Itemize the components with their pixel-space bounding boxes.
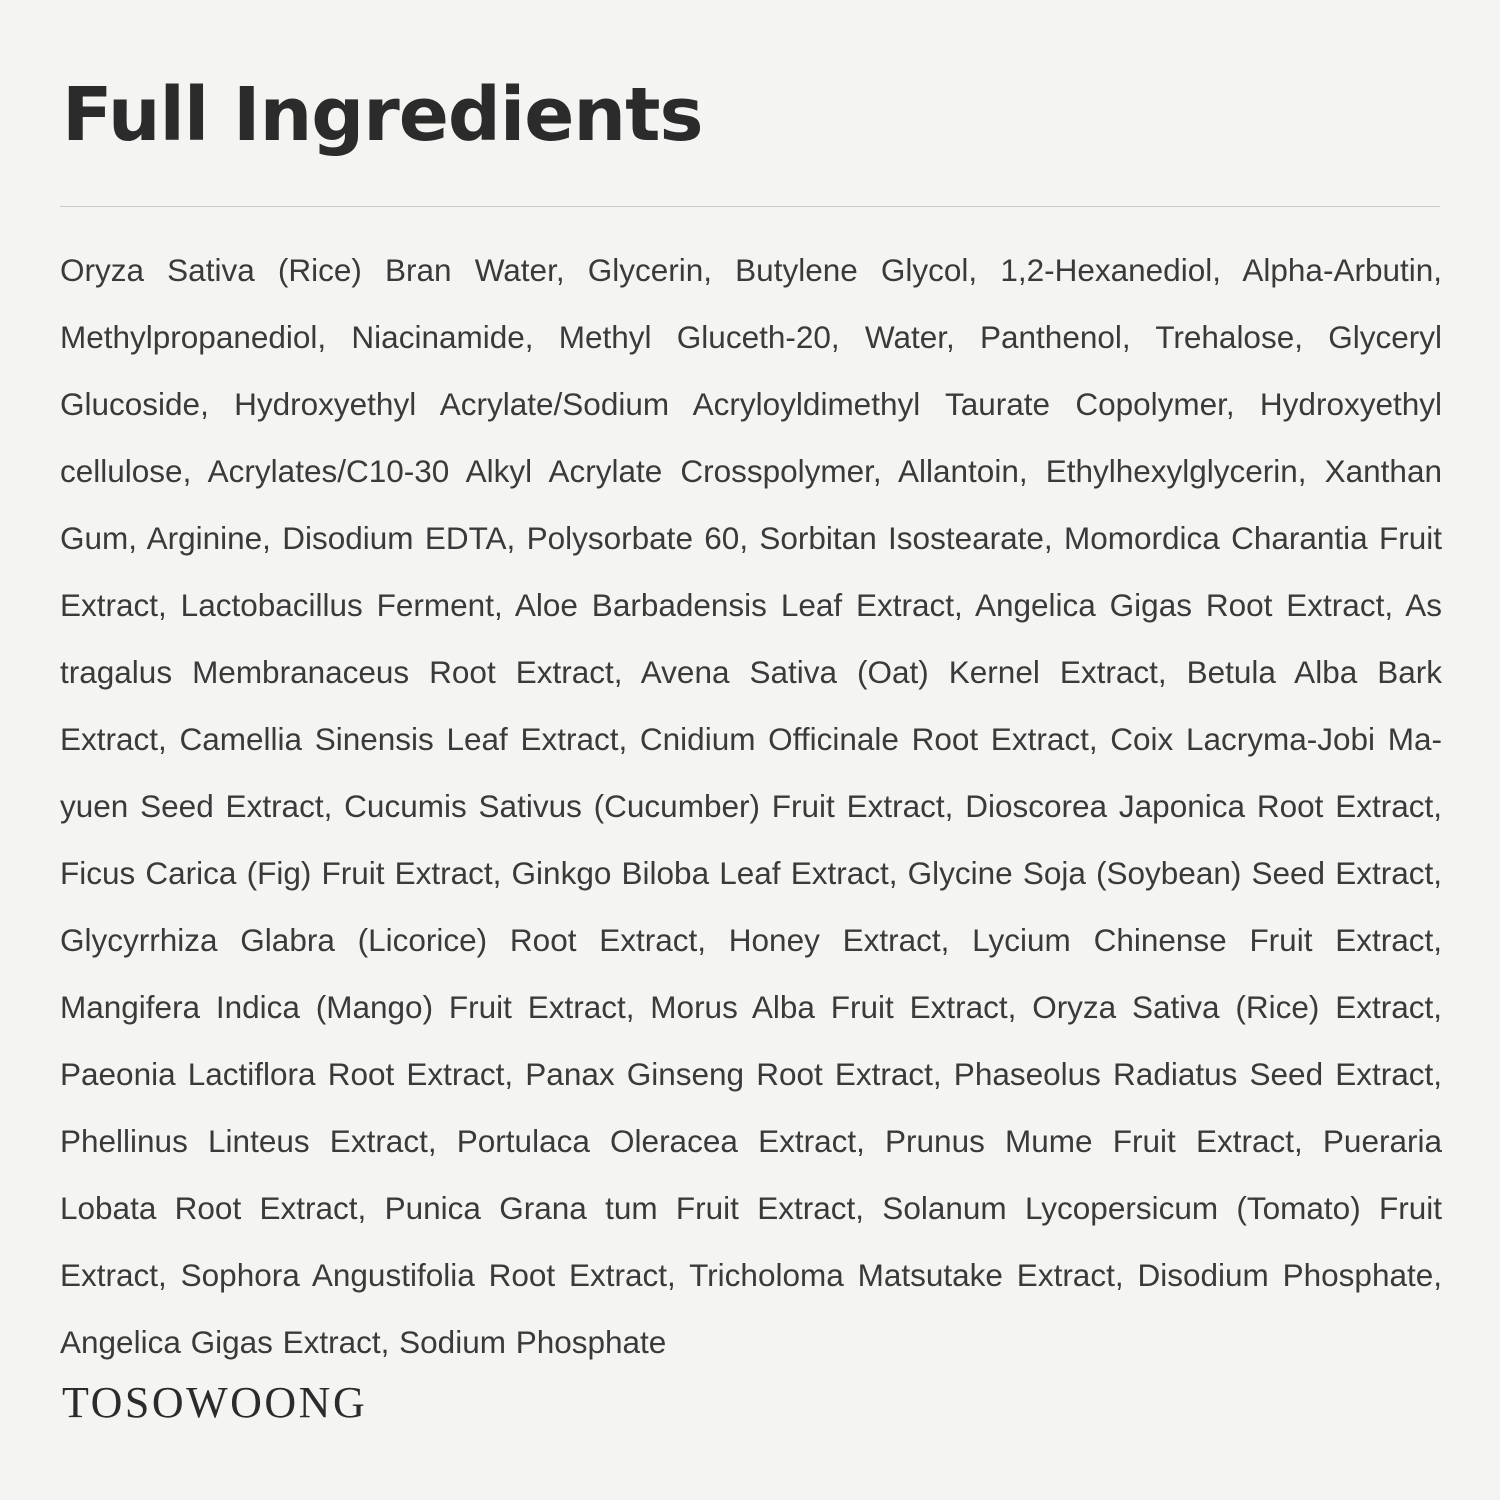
brand-logo-text: TOSOWOONG <box>62 1378 368 1427</box>
page-title: Full Ingredients <box>62 72 703 158</box>
ingredients-list-text: Oryza Sativa (Rice) Bran Water, Glycerin, Butylene Glycol, 1,2-Hexanediol, Alpha-Arbutin, Methylpropanediol, Niacinamide, Methyl Gluceth-20, Water, Panthenol, Trehalose, Glyceryl Glucoside, Hydroxyethyl Acrylate/Sodium Acryloyldimethyl Taurate Copolymer, Hydroxyethyl cellulose, Acrylates/C10-30 Alkyl Acrylate Crosspolymer, Allantoin, Ethylhexylglycerin, Xanthan Gum, Arginine, Disodium EDTA, Polysorbate 60, Sorbitan Isostearate, Momordica Charantia Fruit Extract, Lactobacillus Ferment, Aloe Barbadensis Leaf Extract, Angelica Gigas Root Extract, As tragalus Membranaceus Root Extract, Avena Sativa (Oat) Kernel Extract, Betula Alba Bark Extract, Camellia Sinensis Leaf Extract, Cnidium Officinale Root Extract, Coix Lacryma-Jobi Ma-yuen Seed Extract, Cucumis Sativus (Cucumber) Fruit Extract, Dioscorea Japonica Root Extract, Ficus Carica (Fig) Fruit Extract, Ginkgo Biloba Leaf Extract, Glycine Soja (Soybean) Seed Extract, Glycyrrhiza Glabra (Licorice) Root Extract, Honey Extract, Lycium Chinense Fruit Extract, Mangifera Indica (Mango) Fruit Extract, Morus Alba Fruit Extract, Oryza Sativa (Rice) Extract, Paeonia Lactiflora Root Extract, Panax Ginseng Root Extract, Phaseolus Radiatus Seed Extract, Phellinus Linteus Extract, Portulaca Oleracea Extract, Prunus Mume Fruit Extract, Pueraria Lobata Root Extract, Punica Grana tum Fruit Extract, Solanum Lycopersicum (Tomato) Fruit Extract, Sophora Angustifolia Root Extract, Tricholoma Matsutake Extract, Disodium Phosphate, Angelica Gigas Extract, Sodium Phosphate <box>60 252 1442 1360</box>
title-divider <box>60 206 1440 207</box>
